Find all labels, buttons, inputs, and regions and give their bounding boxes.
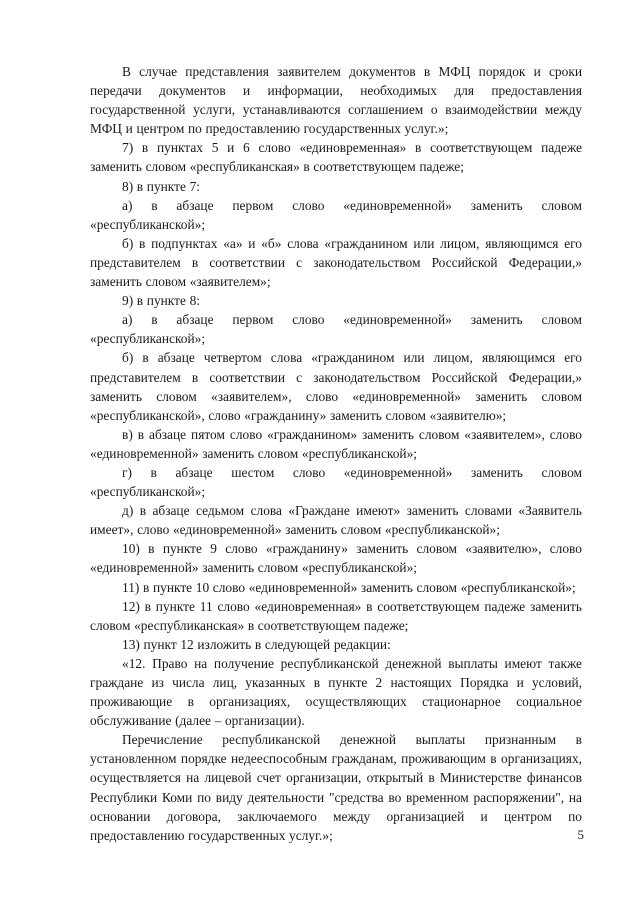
paragraph: 12) в пункте 11 слово «единовременная» в соответствующем падеже заменить словом «республиканская» в соответствующем падеже; bbox=[90, 598, 582, 633]
paragraph: д) в абзаце седьмом слова «Граждане имеют» заменить словами «Заявитель имеет», слово «единовременной» заменить словом «республиканской»; bbox=[90, 503, 582, 538]
paragraph: 7) в пунктах 5 и 6 слово «единовременная» в соответствующем падеже заменить словом «республиканская» в соответствующем падеже; bbox=[90, 140, 582, 175]
paragraph: «12. Право на получение республиканской денежной выплаты имеют также граждане из числа лиц, указанных в пункте 2 настоящих Порядка и условий, проживающие в организациях, осуществляющих стационарное социальное обслуживание (далее – организации). bbox=[90, 655, 582, 729]
paragraph: 9) в пункте 8: bbox=[122, 293, 200, 309]
paragraph: б) в подпунктах «а» и «б» слова «гражданином или лицом, являющимся его представителем в соответствии с законодательством Российской Федерации,» заменить словом «заявителем»; bbox=[90, 235, 582, 290]
paragraph: Перечисление республиканской денежной выплаты признанным в установленном порядке недееспособным гражданам, проживающим в организациях, осуществляется на лицевой счет организации, открытый в Министерстве финансов Республики Коми по виду деятельности "средства во временном распоряжении", на основании договора, заключаемого между организацией и центром по предоставлению государственных услуг.»; bbox=[90, 732, 582, 843]
page-number: 5 bbox=[577, 827, 584, 842]
paragraph: 10) в пункте 9 слово «гражданину» заменить словом «заявителю», слово «единовременной» заменить словом «республиканской»; bbox=[90, 541, 582, 576]
paragraph: 11) в пункте 10 слово «единовременной» заменить словом «республиканской»; bbox=[122, 579, 576, 595]
paragraph: 8) в пункте 7: bbox=[122, 178, 200, 194]
paragraph: а) в абзаце первом слово «единовременной» заменить словом «республиканской»; bbox=[90, 197, 582, 232]
paragraph: в) в абзаце пятом слово «гражданином» заменить словом «заявителем», слово «единовременной» заменить словом «республиканской»; bbox=[90, 426, 582, 461]
document-body bbox=[90, 62, 582, 845]
paragraph: б) в абзаце четвертом слова «гражданином или лицом, являющимся его представителем в соответствии с законодательством Российской Федерации,» заменить словом «заявителем», слово «единовременной» заменить словом «республиканской», слово «гражданину» заменить словом «заявителю»; bbox=[90, 350, 582, 423]
paragraph: а) в абзаце первом слово «единовременной» заменить словом «республиканской»; bbox=[90, 312, 582, 347]
paragraph: В случае представления заявителем документов в МФЦ порядок и сроки передачи документов и информации, необходимых для предоставления государственной услуги, устанавливаются соглашением о взаимодействии между МФЦ и центром по предоставлению государственных услуг.»; bbox=[90, 64, 582, 137]
paragraph: г) в абзаце шестом слово «единовременной» заменить словом «республиканской»; bbox=[90, 464, 582, 500]
paragraph: 13) пункт 12 изложить в следующей редакции: bbox=[122, 636, 391, 652]
